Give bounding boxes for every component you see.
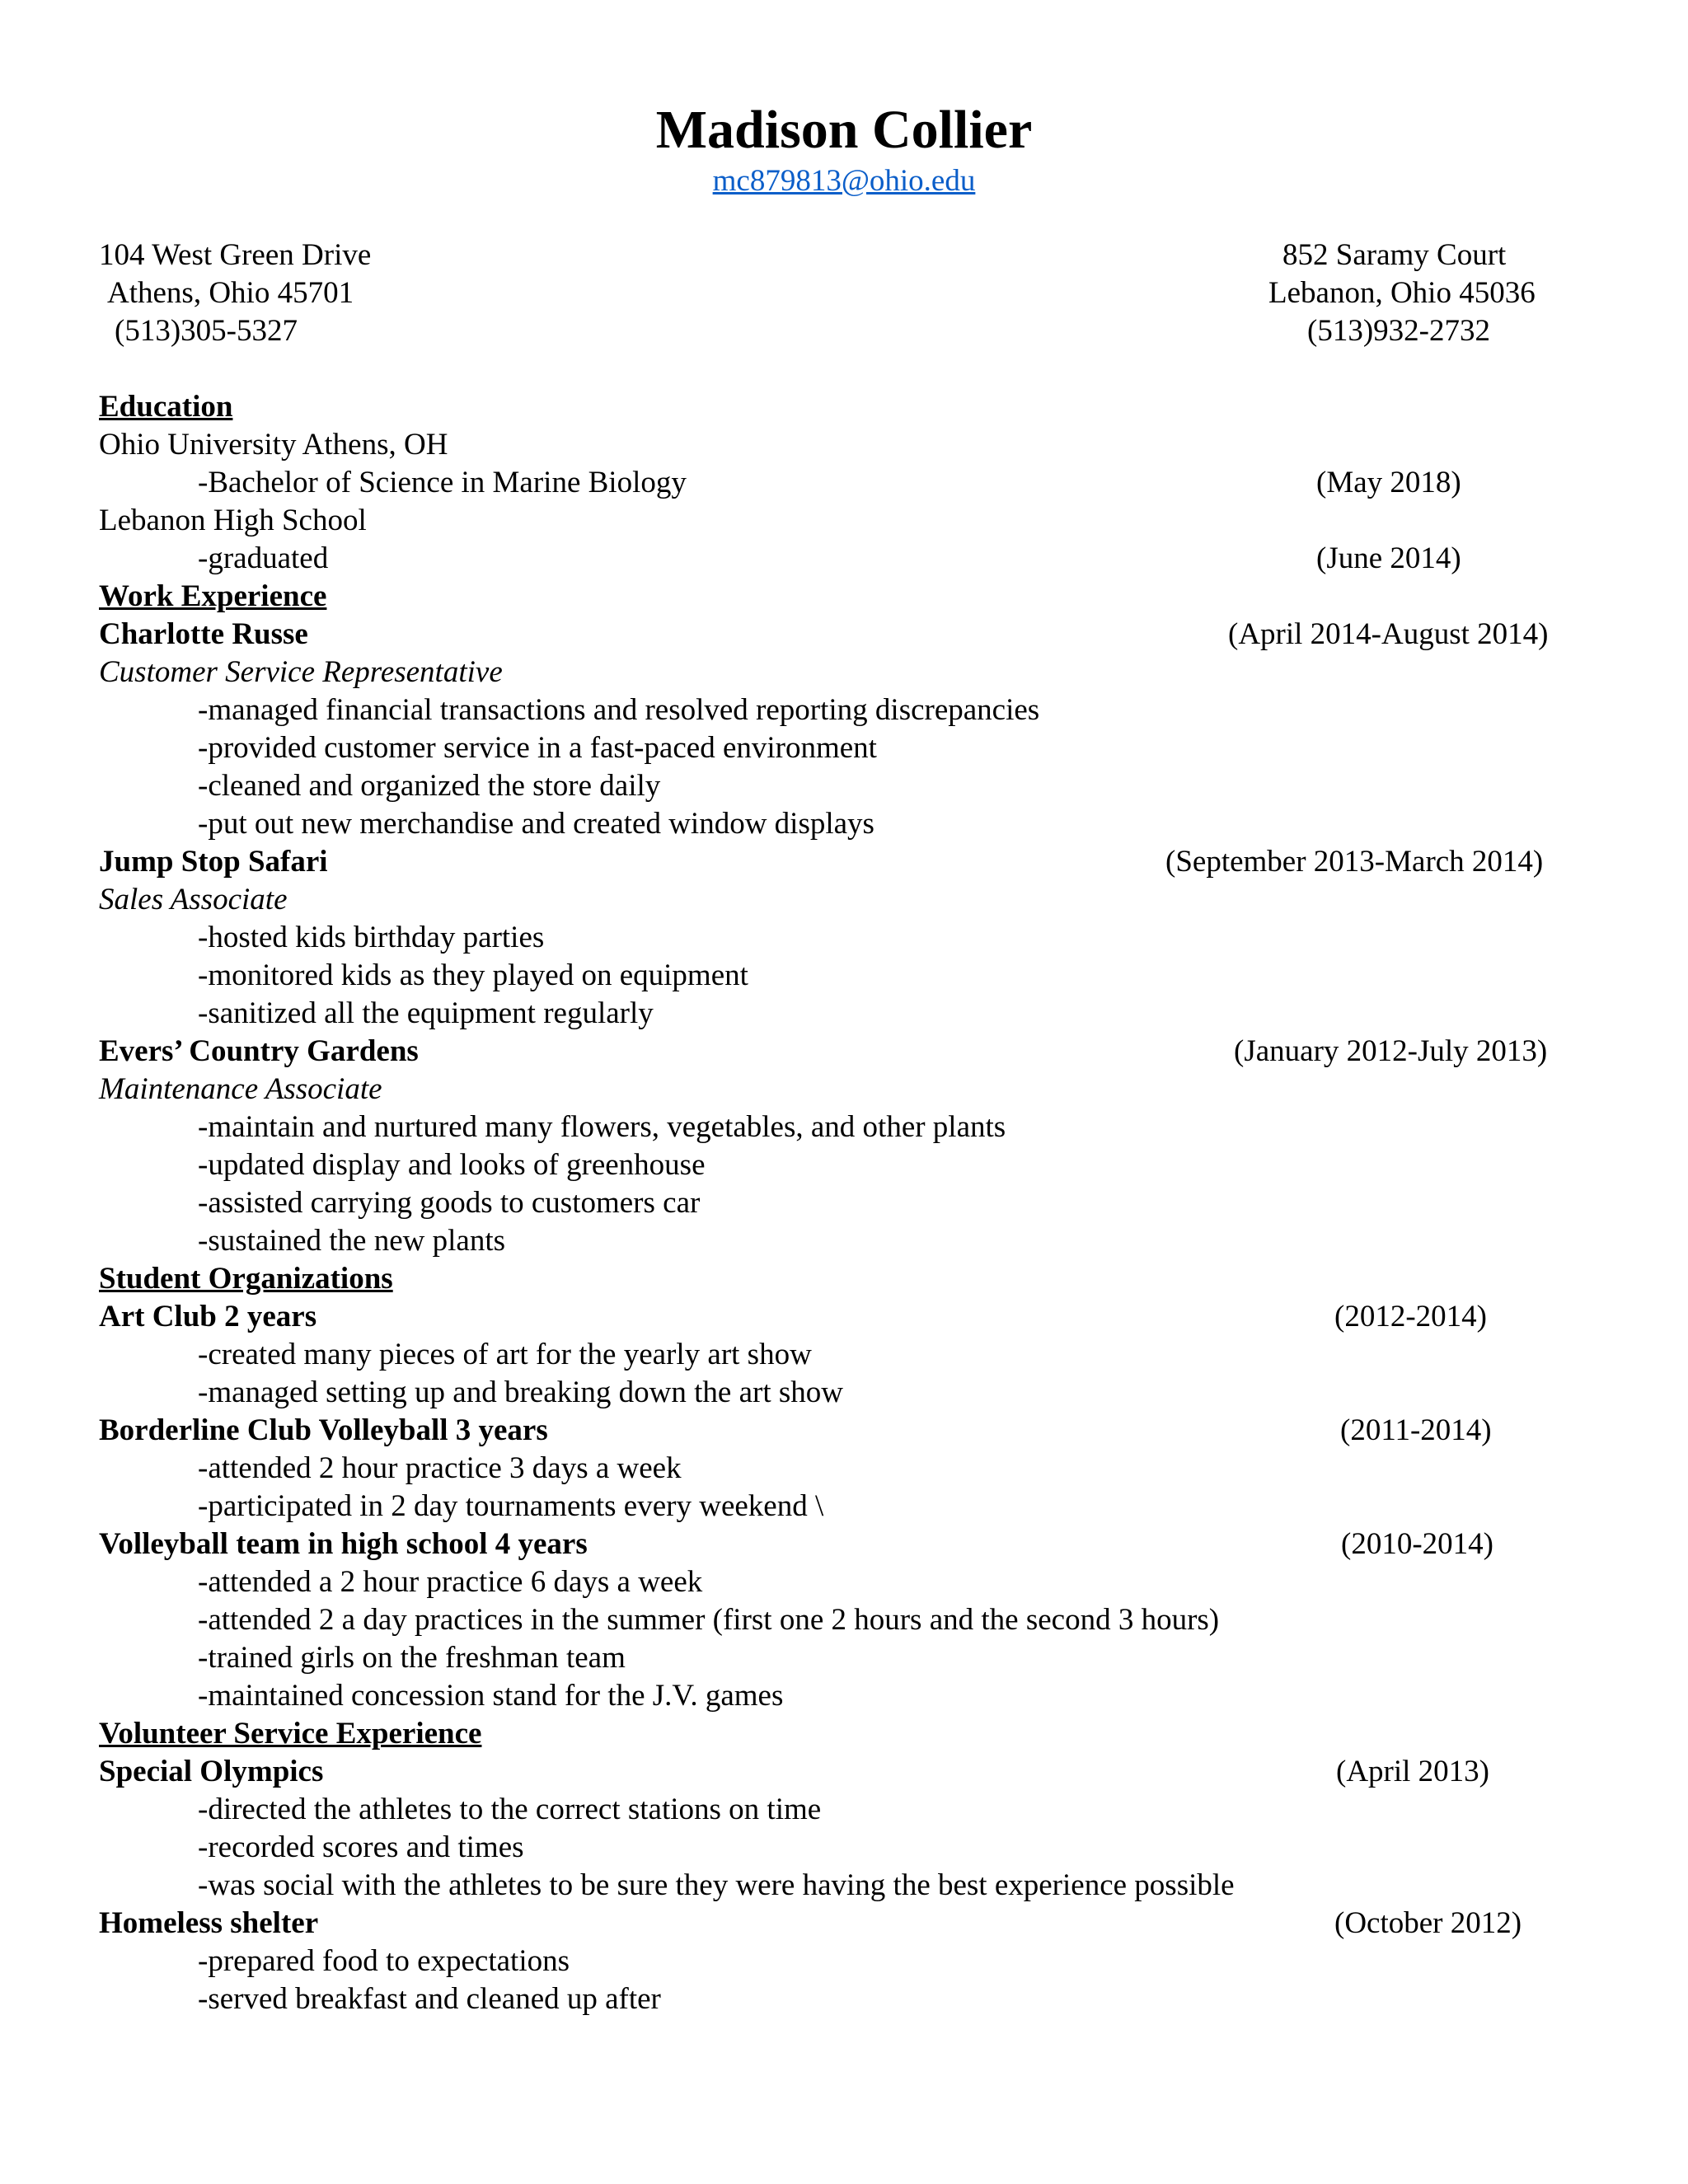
- organization-title: Volleyball team in high school 4 years: [99, 1527, 588, 1561]
- address-left-phone: (513)305-5327: [115, 314, 298, 348]
- job-bullet: -put out new merchandise and created window displays: [198, 807, 874, 841]
- education-date-1: (May 2018): [1316, 466, 1461, 499]
- volunteer-bullet: -directed the athletes to the correct stations on time: [198, 1793, 822, 1826]
- organization-bullet: -attended 2 hour practice 3 days a week: [198, 1451, 682, 1485]
- job-date: (April 2014-August 2014): [1228, 617, 1549, 651]
- volunteer-date: (April 2013): [1336, 1755, 1489, 1788]
- job-role: Sales Associate: [99, 883, 288, 916]
- organization-bullet: -attended 2 a day practices in the summer (first one 2 hours and the second 3 hours): [198, 1603, 1220, 1637]
- organization-bullet: -managed setting up and breaking down the art show: [198, 1376, 843, 1409]
- job-bullet: -provided customer service in a fast-paced environment: [198, 731, 877, 765]
- job-bullet: -sanitized all the equipment regularly: [198, 996, 654, 1030]
- volunteer-date: (October 2012): [1334, 1906, 1522, 1940]
- education-school-2: Lebanon High School: [99, 504, 367, 537]
- volunteer-heading: Volunteer Service Experience: [99, 1717, 482, 1750]
- resume-name: Madison Collier: [655, 100, 1033, 160]
- organization-title: Art Club 2 years: [99, 1300, 317, 1333]
- organization-date: (2010-2014): [1341, 1527, 1493, 1561]
- education-school-1: Ohio University Athens, OH: [99, 428, 448, 462]
- volunteer-title: Special Olympics: [99, 1755, 324, 1788]
- organization-title: Borderline Club Volleyball 3 years: [99, 1413, 548, 1447]
- volunteer-bullet: -prepared food to expectations: [198, 1944, 570, 1978]
- organizations-heading: Student Organizations: [99, 1262, 393, 1296]
- email-line: [0, 162, 1688, 200]
- organization-bullet: -created many pieces of art for the yearly art show: [198, 1338, 812, 1371]
- job-bullet: -sustained the new plants: [198, 1224, 505, 1258]
- job-bullet: -monitored kids as they played on equipment: [198, 958, 748, 992]
- job-date: (January 2012-July 2013): [1234, 1034, 1548, 1068]
- address-left-street: 104 West Green Drive: [99, 238, 372, 272]
- job-title: Evers’ Country Gardens: [99, 1034, 419, 1068]
- education-degree-2: -graduated: [198, 541, 329, 575]
- job-date: (September 2013-March 2014): [1165, 845, 1544, 879]
- volunteer-bullet: -served breakfast and cleaned up after: [198, 1982, 661, 2016]
- organization-bullet: -participated in 2 day tournaments every weekend \: [198, 1489, 824, 1523]
- job-bullet: -assisted carrying goods to customers car: [198, 1186, 701, 1220]
- job-bullet: -updated display and looks of greenhouse: [198, 1148, 706, 1182]
- education-heading: Education: [99, 390, 233, 424]
- job-bullet: -managed financial transactions and resolved reporting discrepancies: [198, 693, 1040, 727]
- volunteer-bullet: -was social with the athletes to be sure they were having the best experience possible: [198, 1868, 1235, 1902]
- volunteer-bullet: -recorded scores and times: [198, 1830, 524, 1864]
- address-right-phone: (513)932-2732: [1307, 314, 1490, 348]
- address-right-street: 852 Saramy Court: [1282, 238, 1507, 272]
- job-bullet: -maintain and nurtured many flowers, vegetables, and other plants: [198, 1110, 1006, 1144]
- job-title: Charlotte Russe: [99, 617, 308, 651]
- organization-bullet: -maintained concession stand for the J.V. games: [198, 1679, 784, 1713]
- email-link[interactable]: mc879813@ohio.edu: [712, 164, 976, 198]
- organization-date: (2011-2014): [1340, 1413, 1492, 1447]
- work-heading: Work Experience: [99, 579, 327, 613]
- organization-bullet: -attended a 2 hour practice 6 days a week: [198, 1565, 703, 1599]
- volunteer-title: Homeless shelter: [99, 1906, 319, 1940]
- education-degree-1: -Bachelor of Science in Marine Biology: [198, 466, 687, 499]
- job-role: Customer Service Representative: [99, 655, 503, 689]
- job-bullet: -cleaned and organized the store daily: [198, 769, 661, 803]
- job-role: Maintenance Associate: [99, 1072, 382, 1106]
- job-title: Jump Stop Safari: [99, 845, 328, 879]
- address-right-city: Lebanon, Ohio 45036: [1268, 276, 1536, 310]
- education-date-2: (June 2014): [1316, 541, 1461, 575]
- organization-date: (2012-2014): [1334, 1300, 1487, 1333]
- job-bullet: -hosted kids birthday parties: [198, 921, 545, 954]
- organization-bullet: -trained girls on the freshman team: [198, 1641, 626, 1675]
- address-left-city: Athens, Ohio 45701: [107, 276, 354, 310]
